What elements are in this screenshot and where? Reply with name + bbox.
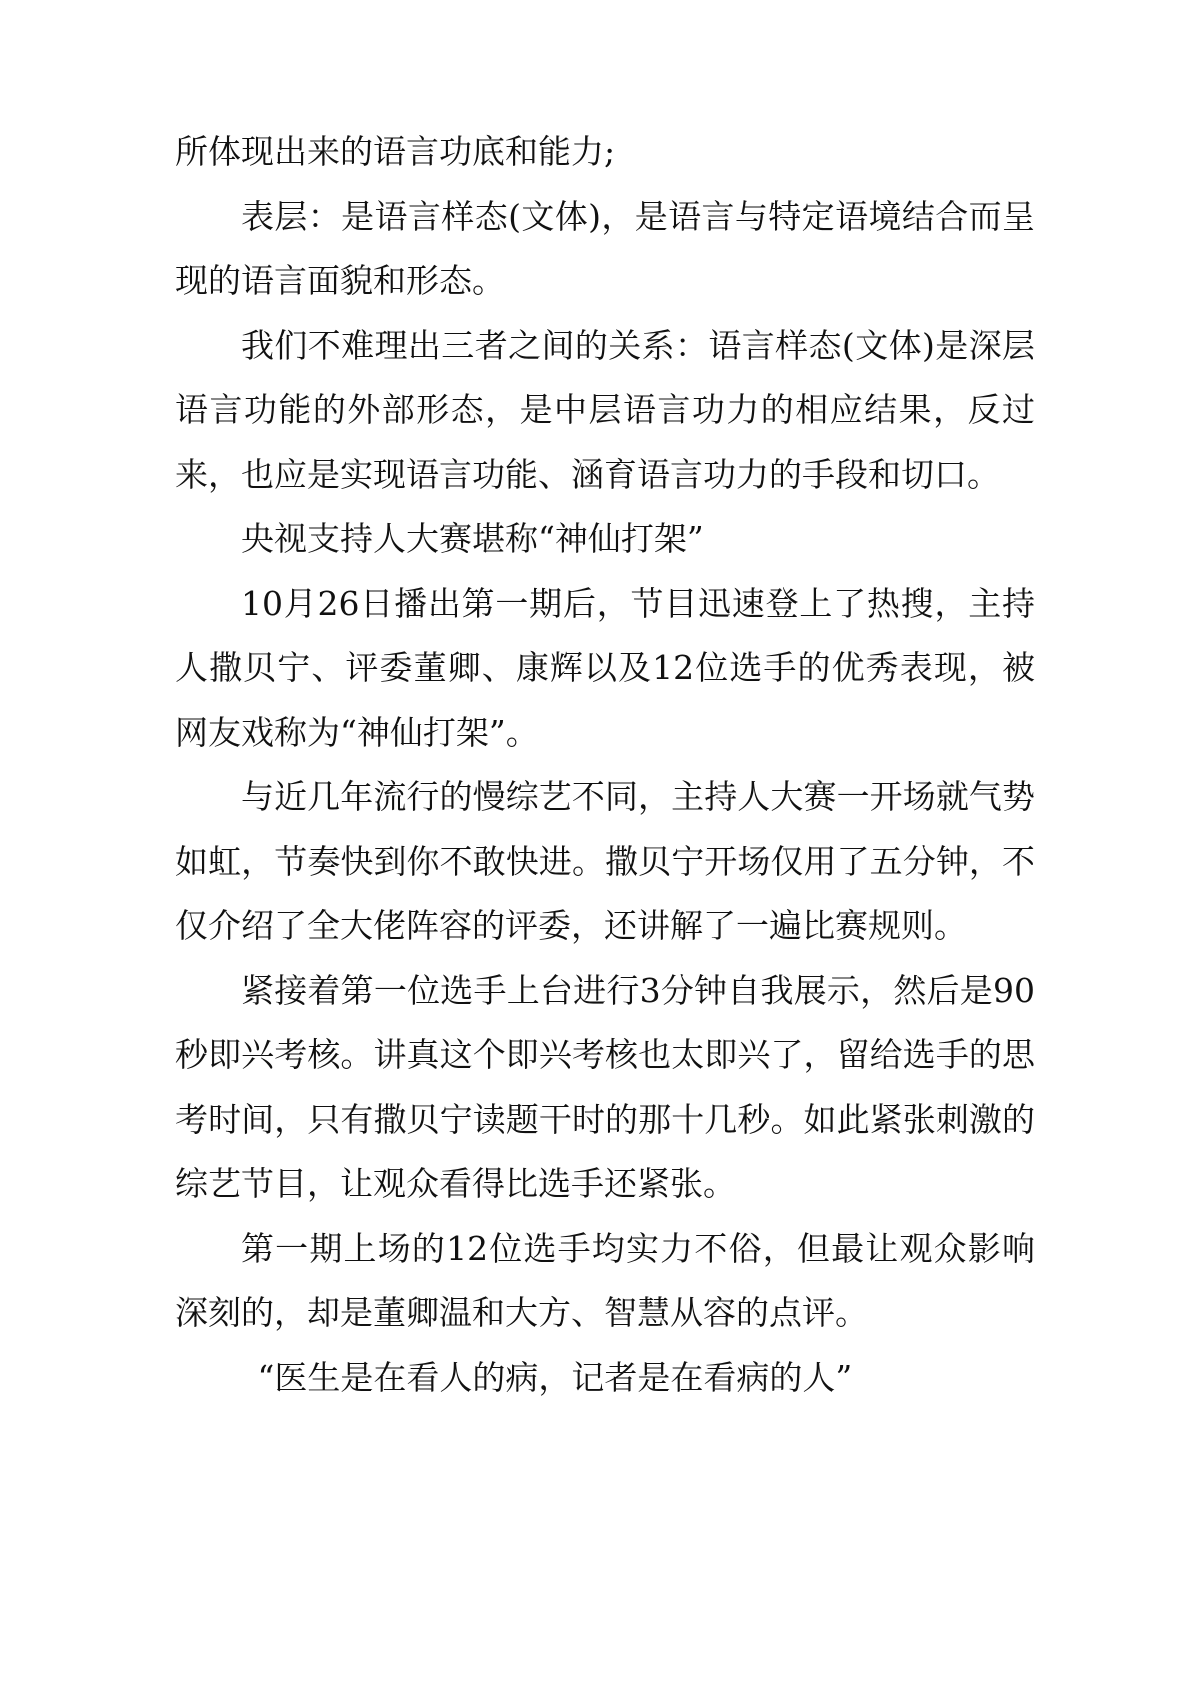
- paragraph-continuation: 所体现出来的语言功底和能力;: [175, 132, 616, 171]
- paragraph-first-contestant: 紧接着第一位选手上台进行3分钟自我展示，然后是90秒即兴考核。讲真这个即兴考核也太即兴了，留给选手的思考时间，只有撒贝宁读题干时的那十几秒。如此紧张刺激的综艺节目，让观众看得比选手还紧张。: [175, 970, 1035, 1203]
- section-heading: 央视支持人大赛堪称“神仙打架”: [241, 519, 704, 558]
- paragraph-relationship: 我们不难理出三者之间的关系：语言样态(文体)是深层语言功能的外部形态，是中层语言功力的相应结果，反过来，也应是实现语言功能、涵育语言功力的手段和切口。: [175, 325, 1035, 494]
- paragraph-surface-layer: 表层：是语言样态(文体)，是语言与特定语境结合而呈现的语言面貌和形态。: [175, 196, 1035, 300]
- paragraph-pace: 与近几年流行的慢综艺不同，主持人大赛一开场就气势如虹，节奏快到你不敢快进。撒贝宁开场仅用了五分钟，不仅介绍了全大佬阵容的评委，还讲解了一遍比赛规则。: [175, 777, 1035, 945]
- paragraph-judges: 第一期上场的12位选手均实力不俗，但最让观众影响深刻的，却是董卿温和大方、智慧从容的点评。: [175, 1228, 1035, 1332]
- article-body: [175, 120, 1035, 1410]
- paragraph-broadcast: 10月26日播出第一期后，节目迅速登上了热搜，主持人撒贝宁、评委董卿、康辉以及12位选手的优秀表现，被网友戏称为“神仙打架”。: [175, 583, 1035, 752]
- quote-heading: “医生是在看人的病，记者是在看病的人”: [257, 1357, 853, 1397]
